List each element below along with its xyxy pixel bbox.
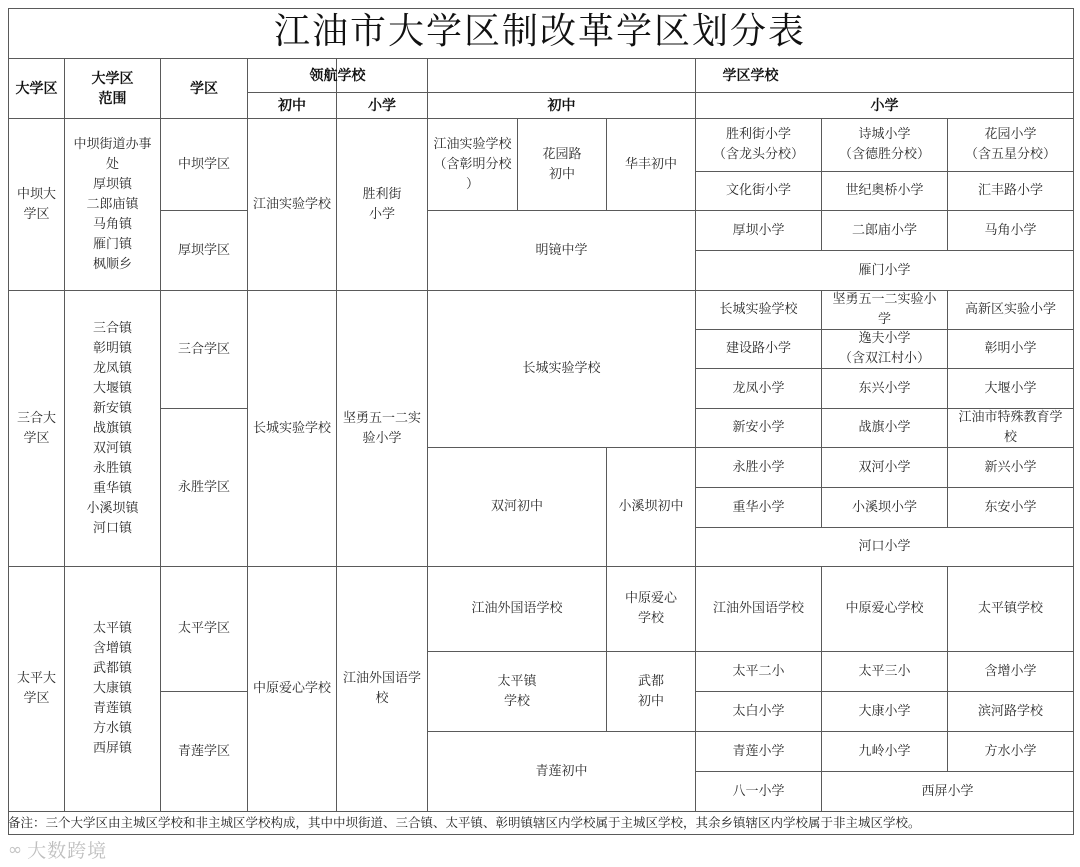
- primary-school: 雁门小学: [858, 262, 911, 278]
- leading-junior-school: 中原爱心学校: [252, 681, 331, 696]
- primary-school: 重华小学: [732, 499, 785, 515]
- grid-line: [8, 811, 1074, 812]
- primary-school: 文化街小学: [725, 183, 791, 198]
- big-district-range: 三合镇 彰明镇 龙凤镇 大堰镇 新安镇 战旗镇 双河镇 永胜镇 重华镇 小溪坝镇 河口镇: [86, 320, 139, 536]
- primary-school: 九岭小学: [858, 743, 911, 759]
- header-leading-primary: 小学: [368, 97, 396, 114]
- primary-school: 大堰小学: [984, 380, 1037, 396]
- junior-school: 武都 初中: [637, 673, 664, 709]
- watermark: [8, 836, 107, 863]
- header-district: 学区: [190, 80, 218, 97]
- primary-school: 高新区实验小学: [964, 302, 1056, 317]
- district-name: 太平学区: [177, 621, 230, 636]
- primary-school: 厚坝小学: [732, 222, 785, 238]
- primary-school: 永胜小学: [732, 459, 785, 475]
- primary-school: 龙凤小学: [732, 380, 785, 396]
- primary-school: 江油外国语学校: [712, 601, 804, 616]
- primary-school: 花园小学 （含五星分校）: [964, 127, 1056, 162]
- primary-school: 逸夫小学 （含双江村小）: [838, 331, 930, 366]
- primary-school: 江油市特殊教育学 校: [958, 410, 1063, 445]
- primary-school: 彰明小学: [984, 341, 1037, 356]
- district-name: 青莲学区: [177, 743, 230, 759]
- primary-school: 方水小学: [984, 743, 1037, 759]
- primary-school: 八一小学: [732, 783, 785, 799]
- header-district-schools: 学区学校: [722, 67, 779, 84]
- primary-school: 小溪坝小学: [851, 499, 917, 515]
- junior-school: 花园路 初中: [542, 146, 582, 182]
- primary-school: 太白小学: [732, 703, 785, 719]
- district-name: 三合学区: [177, 341, 230, 357]
- primary-school: 大康小学: [858, 703, 911, 719]
- primary-school: 西屏小学: [921, 783, 974, 799]
- big-district-range: 太平镇 含增镇 武都镇 大康镇 青莲镇 方水镇 西屏镇: [92, 621, 132, 756]
- grid-line: [1073, 8, 1074, 835]
- primary-school: 坚勇五一二实验小 学: [832, 292, 937, 327]
- header-district-junior: 初中: [547, 97, 576, 114]
- infinity-icon: ∞: [8, 839, 24, 860]
- junior-school: 华丰初中: [624, 156, 677, 172]
- grid-line: [8, 834, 1074, 835]
- primary-school: 马角小学: [984, 222, 1037, 238]
- primary-school: 建设路小学: [725, 341, 791, 356]
- big-district-range: 中坝街道办事 处 厚坝镇 二郎庙镇 马角镇 雁门镇 枫顺乡: [73, 136, 152, 272]
- district-name: 中坝学区: [177, 156, 230, 172]
- primary-school: 长城实验学校: [719, 302, 798, 317]
- header-leading-junior: 初中: [278, 97, 306, 114]
- leading-junior-school: 江油实验学校: [252, 196, 331, 212]
- district-name: 永胜学区: [177, 479, 230, 495]
- leading-junior-school: 长城实验学校: [252, 420, 331, 436]
- junior-school: 双河初中: [490, 499, 543, 514]
- primary-school: 青莲小学: [732, 743, 785, 759]
- primary-school: 东安小学: [984, 499, 1037, 515]
- primary-school: 太平三小: [858, 663, 911, 679]
- primary-school: 滨河路学校: [977, 703, 1043, 719]
- junior-school: 太平镇 学校: [497, 673, 537, 709]
- header-big-district: 大学区: [15, 80, 58, 97]
- junior-school: 中原爱心 学校: [624, 591, 677, 626]
- primary-school: 汇丰路小学: [977, 183, 1043, 198]
- primary-school: 新安小学: [732, 420, 785, 435]
- big-district-name: 三合大 学区: [16, 410, 56, 446]
- primary-school: 太平镇学校: [977, 601, 1043, 616]
- footnote: 备注：三个大学区由主城区学校和非主城区学校构成，其中中坝街道、三合镇、太平镇、彰明镇辖区内学校属于主城区学校，其余乡镇辖区内学校属于非主城区学校。: [8, 815, 921, 830]
- header-district-primary: 小学: [870, 97, 899, 114]
- junior-school: 明镜中学: [535, 242, 588, 258]
- primary-school: 中原爱心学校: [845, 601, 924, 616]
- primary-school: 诗城小学 （含德胜分校）: [838, 127, 930, 162]
- primary-school: 胜利街小学 （含龙头分校）: [712, 127, 804, 162]
- primary-school: 世纪奥桥小学: [845, 183, 924, 198]
- primary-school: 河口小学: [858, 539, 911, 554]
- primary-school: 二郎庙小学: [851, 222, 917, 238]
- junior-school: 江油外国语学校: [471, 601, 563, 616]
- header-big-range: 大学区 范围: [91, 70, 134, 107]
- page-title: 江油市大学区制改革学区划分表: [273, 11, 806, 52]
- primary-school: 新兴小学: [984, 459, 1037, 475]
- district-name: 厚坝学区: [177, 242, 230, 258]
- primary-school: 战旗小学: [858, 420, 911, 435]
- grid-line: [8, 8, 1074, 9]
- leading-primary-school: 胜利街 小学: [362, 186, 402, 222]
- junior-school: 青莲初中: [535, 763, 588, 779]
- big-district-name: 中坝大 学区: [16, 186, 56, 222]
- primary-school: 东兴小学: [858, 380, 911, 396]
- primary-school: 太平二小: [732, 663, 785, 679]
- header-leading-school: 领航学校: [309, 67, 366, 84]
- big-district-name: 太平大 学区: [16, 671, 56, 706]
- junior-school: 小溪坝初中: [618, 499, 684, 514]
- leading-primary-school: 江油外国语学 校: [342, 671, 421, 706]
- primary-school: 含增小学: [984, 663, 1037, 679]
- primary-school: 双河小学: [858, 459, 911, 475]
- junior-school: 长城实验学校: [522, 361, 601, 376]
- watermark-text: 大数跨境: [27, 840, 108, 862]
- leading-primary-school: 坚勇五一二实 验小学: [342, 410, 421, 446]
- junior-school: 江油实验学校 （含彰明分校 ）: [433, 136, 512, 192]
